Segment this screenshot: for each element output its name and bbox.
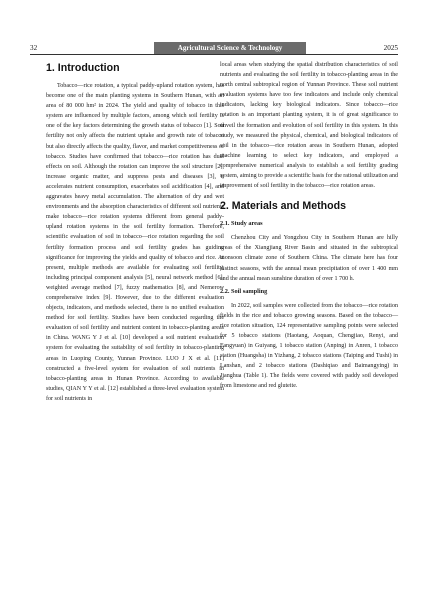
subsection-heading-study-areas: 2.1. Study areas xyxy=(220,220,263,228)
journal-title-band: Agricultural Science & Technology xyxy=(154,42,306,54)
introduction-paragraph: Tobacco—rice rotation, a typical paddy-upland rotation system, has become one of the main planting systems in Southern Hunan, with an area of 80 000 hm² in 2024. The yield and quality of tobacco in this system are influenced by multiple factors, among which soil fertility is one of the key factors determining the growth status of tobacco [1]. Soil fertility not only affects the nutrient uptake and growth rate of tobacco but also directly affects the quality, flavor, and market competitiveness of tobacco. Studies have confirmed that tobacco—rice rotation has dual effects on soil. Although the rotation can improve the soil structure [2], increase organic matter, and suppress pests and diseases [3], it accelerates nutrient consumption, exacerbates soil acidification [4], and aggravates heavy metal accumulation. The alternation of dry and wet environments and the absorption characteristics of different soil nutrients make tobacco—rice rotation systems different from general paddy-upland rotation systems in the soil fertility formation. Therefore, scientific evaluation of soil in tobacco—rice rotation regarding the soil fertility formation process and soil fertility grades has guiding significance for improving the yields and quality of tobacco and rice. At present, multiple methods are available for evaluating soil fertility, including principal component analysis [5], neural network method [6], weighted average method [7], fuzzy mathematics [8], and Nemerow comprehensive index [9]. However, due to the different evaluation objects, indicators, and methods selected, there is no unified evaluation method for soil fertility. Studies have been conducted regarding the evaluation of soil fertility and nutrient content in tobacco-planting areas in China. WANG Y J et al. [10] developed a soil nutrient evaluation system for evaluating the suitability of soil fertility in tobacco-planting areas in Luoping County, Yunnan Province. LUO J X et al. [11] constructed a five-level system for evaluation of soil nutrients in tobacco-planting areas in Hunan Province. According to available studies, QIAN Y Y et al. [12] established a three-level evaluation system for soil nutrients in xyxy=(46,83,224,402)
soil-sampling-paragraph: In 2022, soil samples were collected from the tobacco—rice rotation fields in the rice and tobacco growing seasons. Based on the tobacco—rice rotation situation, 124 representative sampling points were selected for 5 tobacco stations (Haotang, Aoquan, Chengjiao, Renyi, and Fangyuan) in Guiyang, 1 tobacco station (Anping) in Anren, 1 tobacco station (Huangsha) in Yizhang, 2 tobacco stations (Taiping and Tushi) in Lanshan, and 2 tobacco stations (Dashiqiao and Baimangying) in Jianghua (Table 1). The fields were covered with paddy soil developed from limestone and red gluteite. xyxy=(220,302,398,390)
study-areas-paragraph: Chenzhou City and Yongzhou City in Southern Hunan are hilly areas of the Xiangjiang River Basin and situated in the subtropical monsoon climate zone of Southern China. The climate here has four distinct seasons, with the annual mean precipitation of over 1 400 mm and the annual mean sunshine duration of over 1 700 h. xyxy=(220,235,398,282)
header-rule xyxy=(30,54,398,55)
publication-year: 2025 xyxy=(383,44,398,52)
section-heading-introduction: 1. Introduction xyxy=(46,62,120,74)
introduction-continuation: local areas when studying the spatial distribution characteristics of soil nutrients and evaluating the soil fertility in tobacco-planting areas in the north central subtropical region of Yunnan Province. These soil nutrient evaluation systems have too few indicators and include only chemical indicators, lacking key biological indicators. Since tobacco—rice rotation is an important planting system, it is of great significance to unveil the formation and evolution of soil fertility in this system. In this study, we measured the physical, chemical, and biological indicators of soil in the tobacco—rice rotation areas in Southern Hunan, adopted machine learning to select key indicators, and employed a comprehensive numerical analysis to establish a soil fertility grading system, aiming to provide a scientific basis for the rational utilization and improvement of soil fertility in the tobacco—rice rotation areas. xyxy=(220,62,399,190)
page-header xyxy=(30,42,398,56)
left-column xyxy=(46,60,224,404)
subsection-heading-soil-sampling: 2.2. Soil sampling xyxy=(220,287,268,295)
page-number: 32 xyxy=(30,44,38,52)
right-column xyxy=(220,60,398,392)
section-heading-materials-methods: 2. Materials and Methods xyxy=(220,200,346,213)
